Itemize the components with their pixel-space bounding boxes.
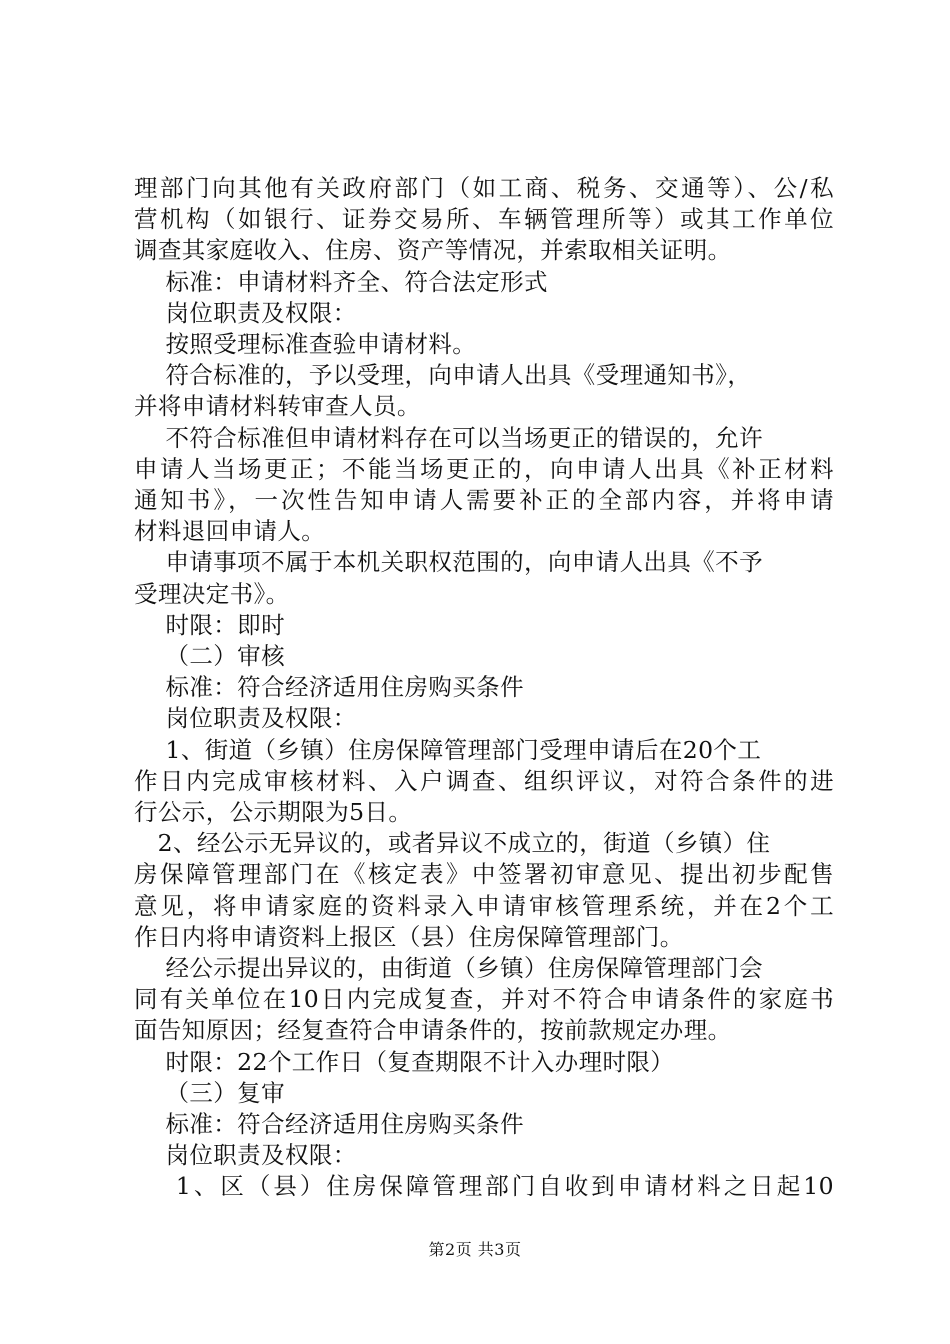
text-line: 并将申请材料转审查人员。	[134, 392, 421, 420]
text-line: 营机构（如银行、证券交易所、车辆管理所等）或其工作单位	[134, 205, 834, 233]
text-line: 1、区（县）住房保障管理部门自收到申请材料之日起10	[134, 1172, 834, 1200]
section-heading: （二）审核	[134, 642, 285, 670]
text-line: 理部门向其他有关政府部门（如工商、税务、交通等）、公/私	[134, 174, 834, 202]
text-line: 岗位职责及权限：	[134, 704, 357, 732]
text-line: 同有关单位在10日内完成复查，并对不符合申请条件的家庭书	[134, 985, 834, 1013]
text-line: 申请人当场更正；不能当场更正的，向申请人出具《补正材料	[134, 455, 834, 483]
text-line: 经公示提出异议的，由街道（乡镇）住房保障管理部门会	[134, 954, 763, 982]
text-line: 申请事项不属于本机关职权范围的，向申请人出具《不予	[134, 548, 763, 576]
text-line: 通知书》，一次性告知申请人需要补正的全部内容，并将申请	[134, 486, 834, 514]
text-line: 意见，将申请家庭的资料录入申请审核管理系统，并在2个工	[134, 892, 834, 920]
text-line: 岗位职责及权限：	[134, 299, 357, 327]
text-line: 行公示，公示期限为5日。	[134, 798, 413, 826]
text-line: 标准：符合经济适用住房购买条件	[134, 673, 524, 701]
text-line: 标准：符合经济适用住房购买条件	[134, 1110, 524, 1138]
text-line: 材料退回申请人。	[134, 517, 326, 545]
text-line: 1、街道（乡镇）住房保障管理部门受理申请后在20个工	[134, 736, 762, 764]
text-line: 作日内完成审核材料、入户调查、组织评议，对符合条件的进	[134, 767, 834, 795]
page-number-footer: 第2页 共3页	[428, 1240, 522, 1259]
text-line: 岗位职责及权限：	[134, 1141, 357, 1169]
text-line: 不符合标准但申请材料存在可以当场更正的错误的，允许	[134, 424, 763, 452]
text-line: 标准：申请材料齐全、符合法定形式	[134, 268, 548, 296]
text-line: 调查其家庭收入、住房、资产等情况，并索取相关证明。	[134, 236, 732, 264]
section-heading: （三）复审	[134, 1079, 285, 1107]
text-line: 按照受理标准查验申请材料。	[134, 330, 477, 358]
text-line: 房保障管理部门在《核定表》中签署初审意见、提出初步配售	[134, 860, 834, 888]
text-line: 符合标准的，予以受理，向申请人出具《受理通知书》，	[134, 361, 752, 389]
text-line: 时限：即时	[134, 611, 285, 639]
text-line: 面告知原因；经复查符合申请条件的，按前款规定办理。	[134, 1016, 732, 1044]
text-line: 作日内将申请资料上报区（县）住房保障管理部门。	[134, 923, 684, 951]
text-line: 时限：22个工作日（复查期限不计入办理时限）	[134, 1048, 675, 1076]
text-line: 2、经公示无异议的，或者异议不成立的，街道（乡镇）住	[134, 829, 771, 857]
text-line: 受理决定书》。	[134, 580, 290, 608]
